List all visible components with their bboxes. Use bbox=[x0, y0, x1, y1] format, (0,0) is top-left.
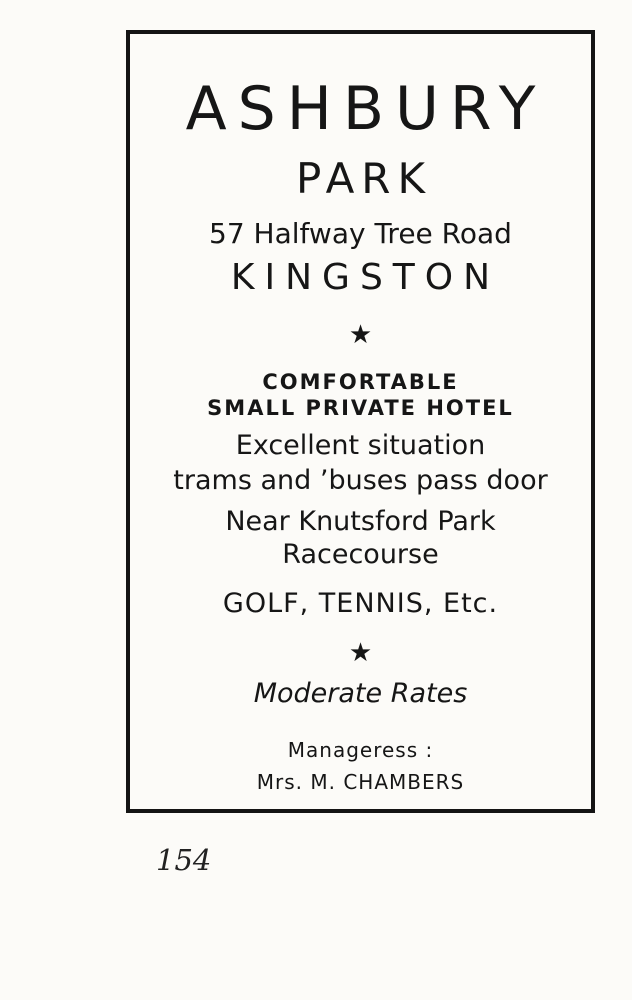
rates-text: Moderate Rates bbox=[253, 678, 468, 709]
headline-line-1: COMFORTABLE bbox=[262, 370, 459, 394]
manager-label: Manageress : bbox=[287, 738, 434, 762]
feature-situation: Excellent situation bbox=[235, 430, 486, 461]
street-address: 57 Halfway Tree Road bbox=[209, 217, 512, 250]
star-divider-icon: ★ bbox=[348, 320, 373, 350]
feature-racecourse: Racecourse bbox=[282, 539, 439, 570]
hotel-name-line-1: ASHBURY bbox=[185, 74, 547, 144]
feature-transport: trams and ’buses pass door bbox=[173, 465, 548, 496]
page-number: 154 bbox=[156, 843, 212, 877]
headline-line-2: SMALL PRIVATE HOTEL bbox=[207, 396, 514, 420]
city-name: KINGSTON bbox=[230, 257, 501, 298]
feature-location: Near Knutsford Park bbox=[225, 506, 496, 537]
advertisement-frame bbox=[126, 30, 595, 813]
manager-name: Mrs. M. CHAMBERS bbox=[256, 770, 465, 794]
star-divider-icon: ★ bbox=[348, 638, 373, 668]
hotel-name-line-2: PARK bbox=[295, 154, 433, 203]
amenities-text: GOLF, TENNIS, Etc. bbox=[222, 588, 499, 619]
